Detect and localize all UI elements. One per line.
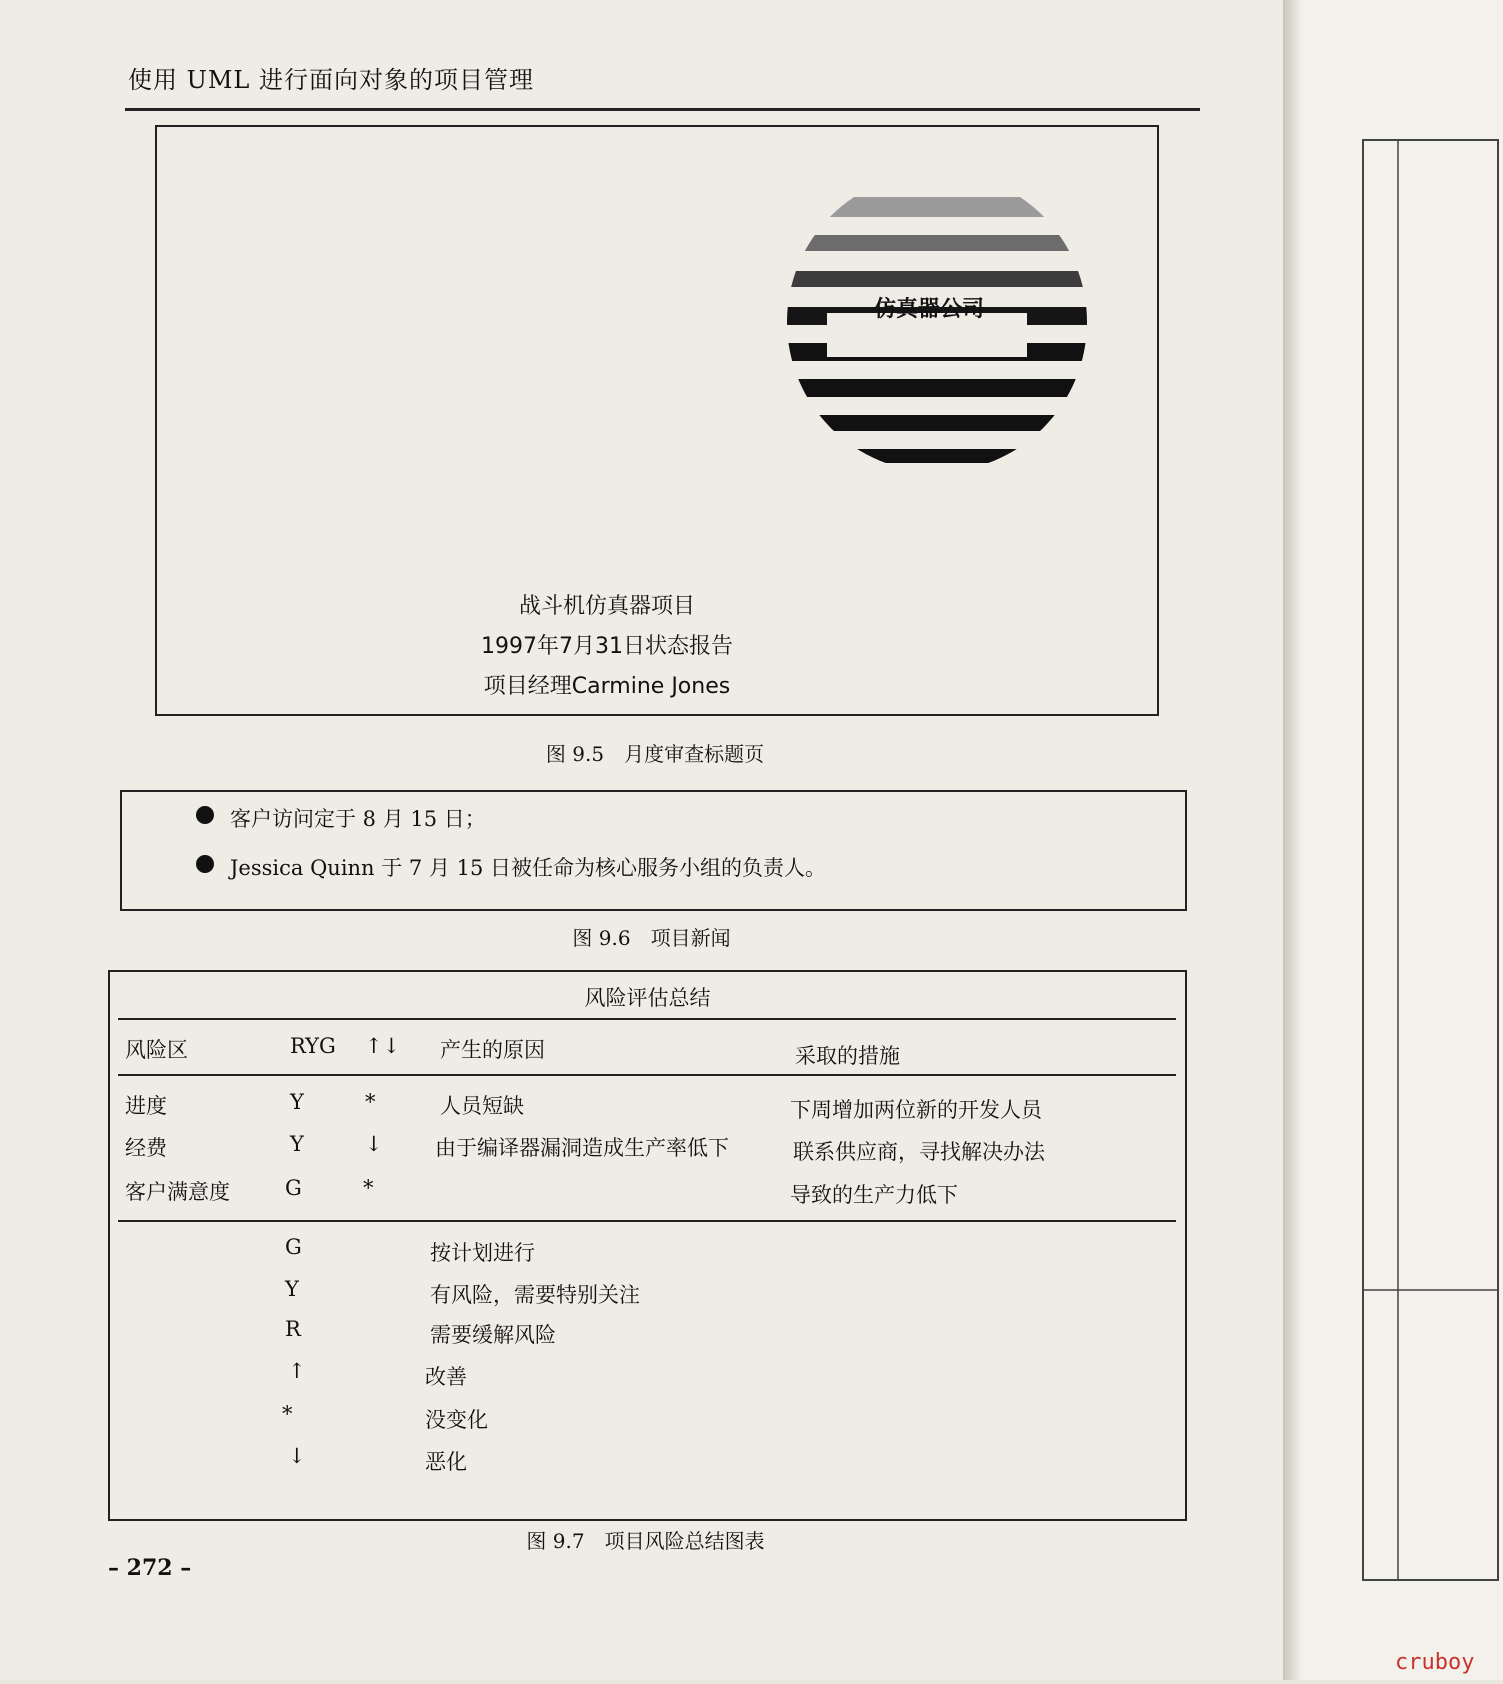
figure-9-6-caption: 图 9.6 项目新闻	[572, 926, 731, 950]
row-action: 下周增加两位新的开发人员	[790, 1098, 1042, 1122]
news-item: Jessica Quinn 于 7 月 15 日被任命为核心服务小组的负责人。	[230, 856, 827, 880]
book-gutter	[1283, 0, 1303, 1680]
bullet-icon	[196, 855, 214, 873]
bullet-icon	[196, 806, 214, 824]
risk-table-title: 风险评估总结	[584, 986, 711, 1010]
row-cause: 由于编译器漏洞造成生产率低下	[435, 1136, 729, 1160]
row-trend: ↓	[365, 1132, 383, 1156]
header-cause: 产生的原因	[440, 1038, 545, 1062]
legend-symbol: Y	[285, 1277, 299, 1301]
row-action: 导致的生产力低下	[790, 1183, 958, 1207]
legend-meaning: 按计划进行	[430, 1241, 535, 1265]
figure-9-7-risk-summary	[108, 970, 1187, 1521]
report-title-line: 1997年7月31日状态报告	[481, 634, 733, 659]
adjacent-page-edge	[1303, 0, 1503, 1680]
divider	[118, 1220, 1176, 1222]
row-ryg: G	[285, 1176, 302, 1200]
legend-symbol: R	[285, 1317, 301, 1341]
row-trend: *	[363, 1176, 374, 1200]
divider	[118, 1074, 1176, 1076]
legend-symbol: ↑	[288, 1359, 306, 1383]
header-area: 风险区	[125, 1038, 188, 1062]
running-header: 使用 UML 进行面向对象的项目管理	[128, 66, 534, 94]
header-rule	[125, 108, 1200, 111]
figure-9-5-caption: 图 9.5 月度审查标题页	[545, 742, 765, 766]
header-ryg: RYG	[290, 1034, 336, 1058]
row-ryg: Y	[290, 1132, 304, 1156]
row-cause: 人员短缺	[440, 1094, 524, 1118]
row-action: 联系供应商，寻找解决办法	[793, 1140, 1045, 1164]
legend-meaning: 需要缓解风险	[430, 1323, 556, 1347]
row-ryg: Y	[290, 1090, 304, 1114]
figure-9-5-title-page	[155, 125, 1159, 716]
report-title-block	[397, 587, 817, 707]
news-item: 客户访问定于 8 月 15 日；	[230, 807, 486, 831]
figure-9-7-caption: 图 9.7 项目风险总结图表	[526, 1529, 765, 1553]
legend-symbol: *	[282, 1402, 293, 1426]
legend-symbol: ↓	[288, 1444, 306, 1468]
legend-symbol: G	[285, 1235, 302, 1259]
legend-meaning: 改善	[425, 1365, 467, 1389]
figure-9-6-project-news	[120, 790, 1187, 911]
watermark: cruboy	[1395, 1650, 1475, 1675]
report-title-line: 项目经理Carmine Jones	[483, 674, 731, 699]
header-trend: ↑↓	[365, 1034, 401, 1058]
row-area: 进度	[125, 1094, 167, 1118]
divider	[118, 1018, 1176, 1020]
legend-meaning: 没变化	[425, 1408, 488, 1432]
legend-meaning: 有风险，需要特别关注	[430, 1283, 640, 1307]
logo-company-name: 仿真器公司	[873, 297, 984, 322]
header-action: 采取的措施	[795, 1044, 900, 1068]
page-number: – 272 –	[108, 1555, 192, 1581]
gantt-chart-fragment	[1303, 0, 1503, 1680]
report-title-line: 战斗机仿真器项目	[518, 594, 695, 619]
legend-meaning: 恶化	[425, 1450, 467, 1474]
row-area: 客户满意度	[125, 1180, 230, 1204]
row-trend: *	[365, 1090, 376, 1114]
row-area: 经费	[125, 1136, 167, 1160]
